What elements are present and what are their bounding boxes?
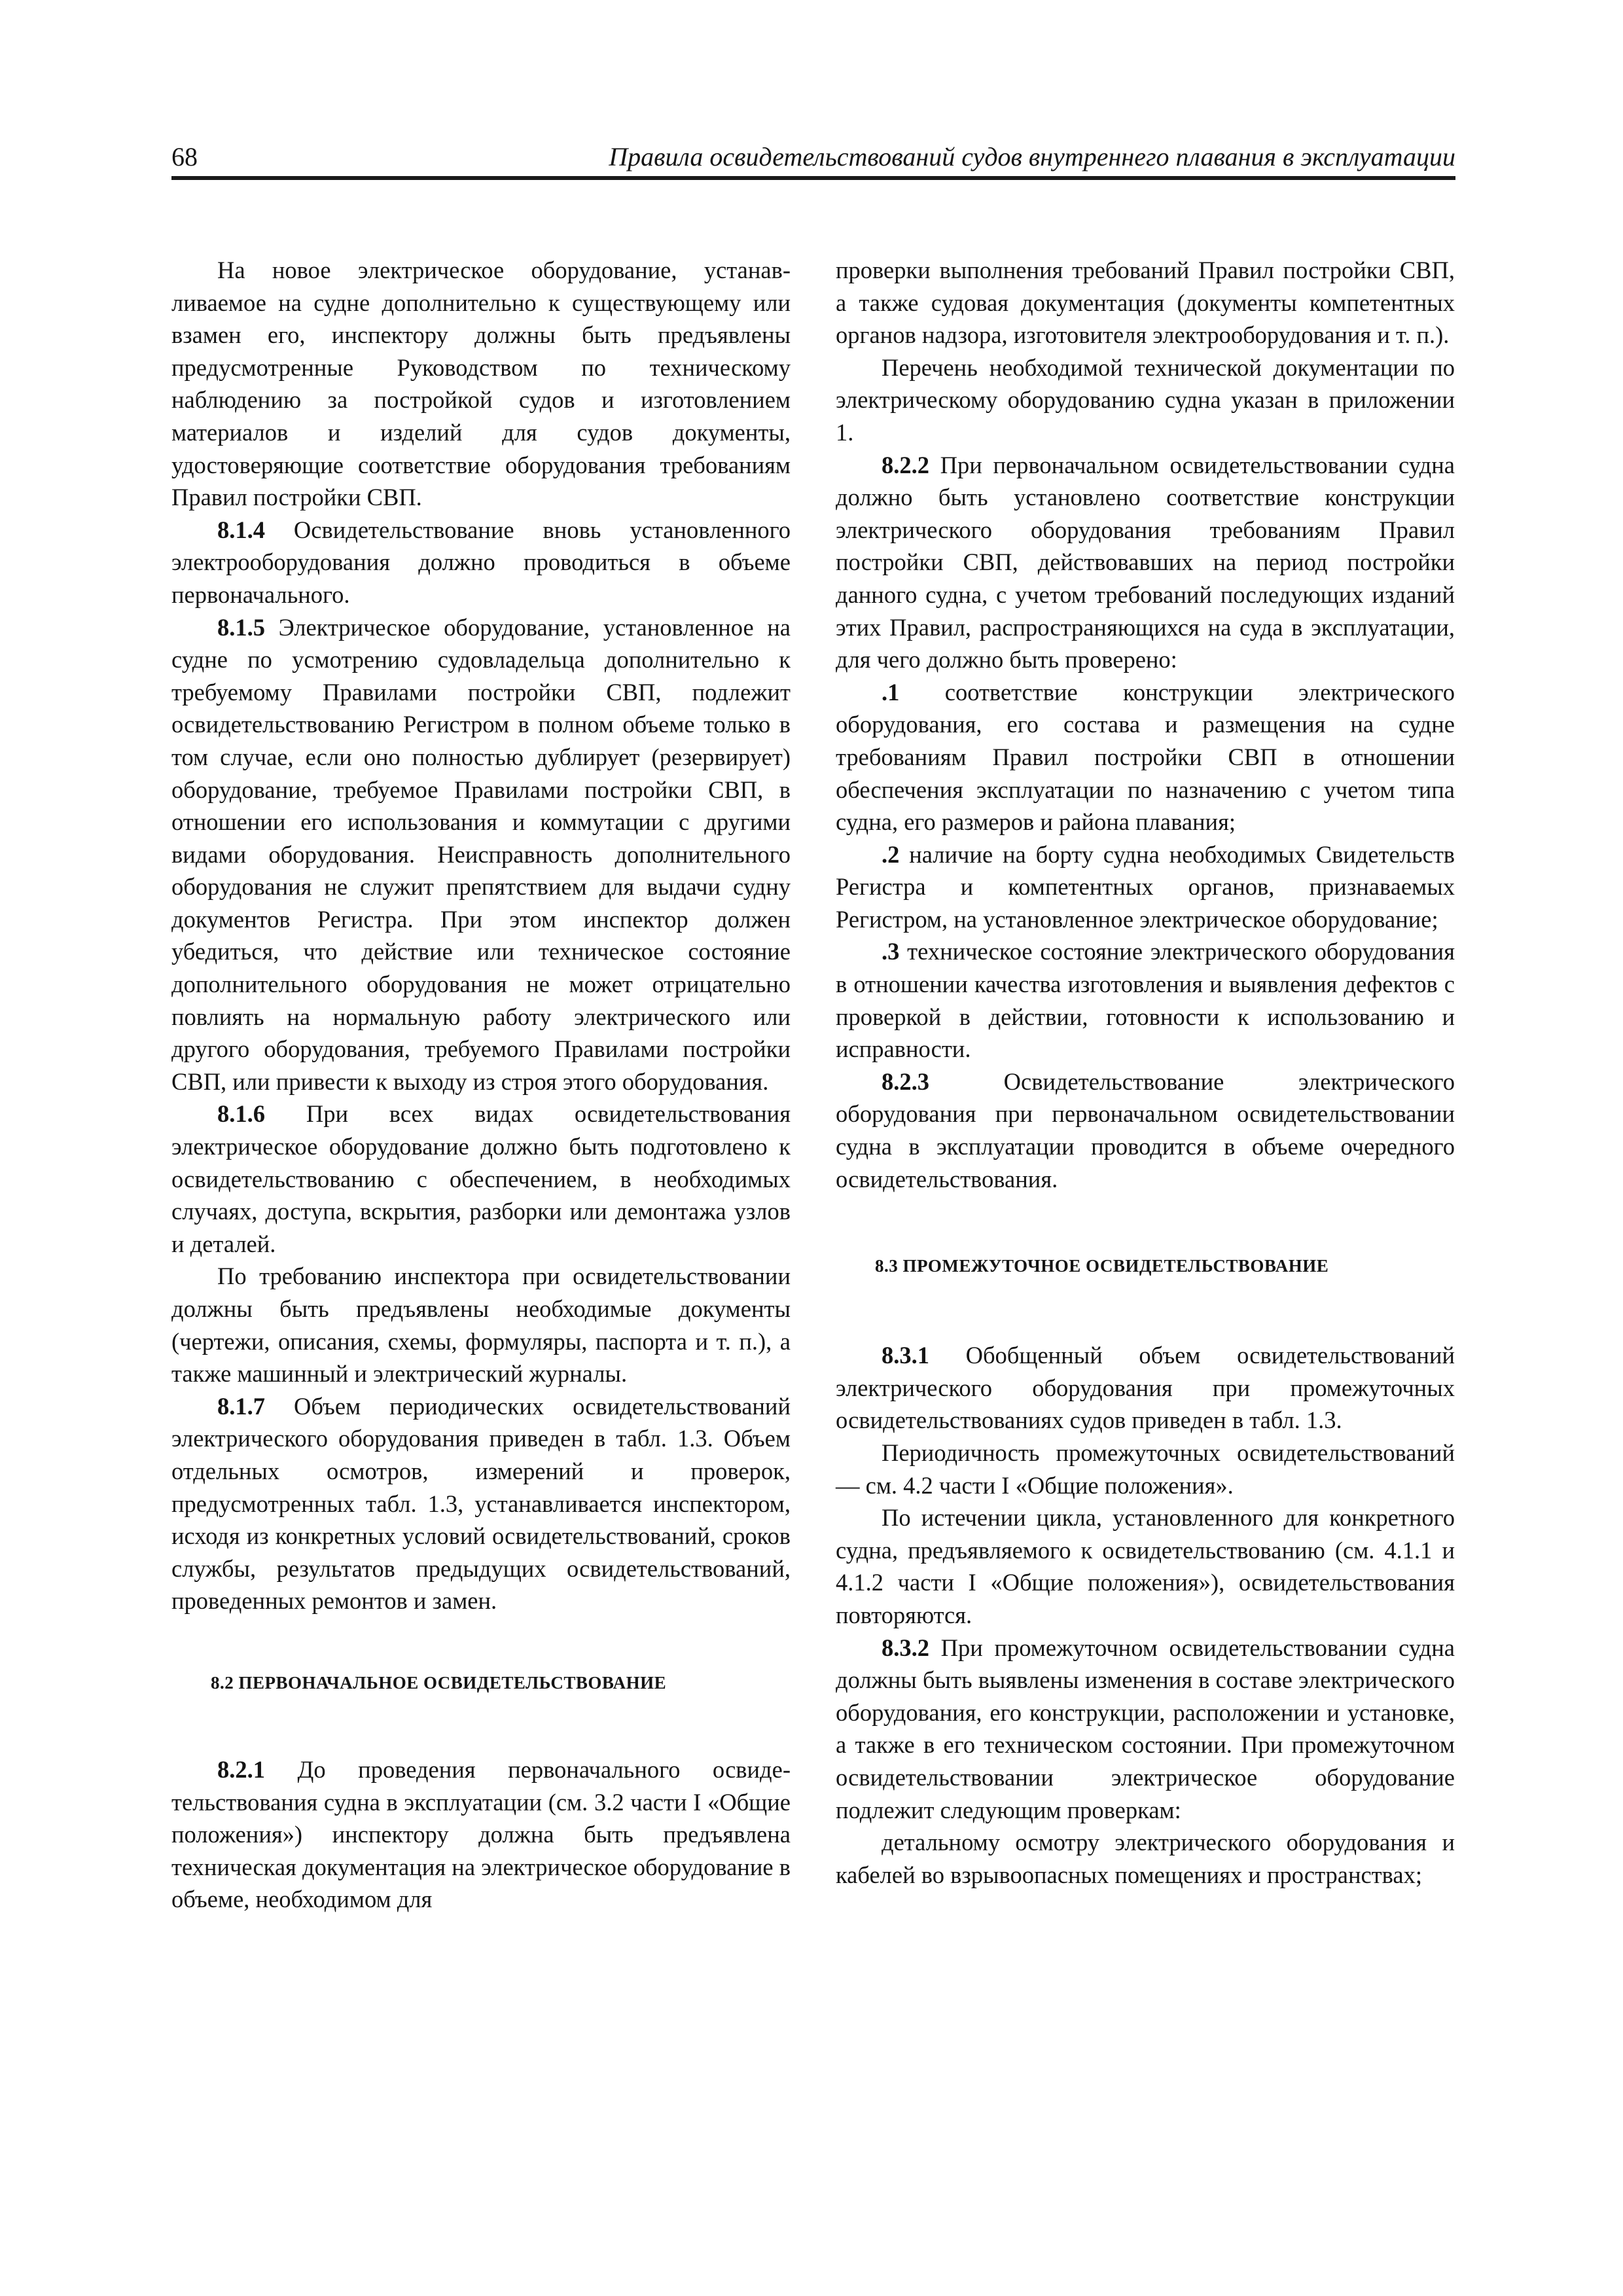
clause-text: Электрическое оборудование, установленное на судне по усмотрению судовладельца дополнительно к требуемому Правилами постройки СВП, подлежит освидетельствованию Регистром в полном объеме только в том случае, если оно полностью дублирует (резервирует) оборудование, требуемое Правилами постройки СВП, в отношении его использования и коммутации с другими видами оборудования. Неисправность дополнительного оборудования не служит препятствием для выдачи судну документов Регистра. При этом инспектор должен убедиться, что действие или техническое состояние дополнительного оборудования не может отрицательно повлиять на нормальную работу электрического или другого оборудования, требуемого Правилами постройки СВП, или привести к выходу из строя этого оборудования. <box>171 613 791 1095</box>
paragraph-new-equipment: На новое электрическое оборудование, устанавливаемое на судне дополнительно к существующему или взамен его, инспектору должны быть предъявлены предусмотренные Руководством по техническому наблюдению за постройкой судов и изготовлением материалов и изделий для судов документы, удостоверяющие соответствие оборудования требованиям Правил постройки СВП. <box>171 257 791 511</box>
clause-text: До проведения первоначального освидетельствования судна в эксплуатации (см. 3.2 части I «Общие положения») инспектору должна быть предъявлена техническая документация на электрическое оборудование в объеме, необходимом для <box>171 1755 791 1913</box>
paragraph-detailed-inspection: детальному осмотру электрического оборудования и кабелей во взрывоопасных помещениях и пространствах; <box>836 1829 1455 1888</box>
item-text: техническое состояние электрического оборудования в отношении качества изготовления и выявления дефектов с проверкой в действии, готовности к использованию и исправности. <box>836 938 1455 1063</box>
item-text: соответствие конструкции электрического оборудования, его состава и размещения на судне требованиям Правил постройки СВП в отношении обеспечения эксплуатации по назначению с учетом типа судна, его размеров и района плавания; <box>836 678 1455 836</box>
clause-number: 8.3.2 <box>882 1634 929 1661</box>
paragraph-8-1-6 <box>171 1098 791 1260</box>
section-heading-8-3: 8.3 ПРОМЕЖУТОЧНОЕ ОСВИДЕТЕЛЬСТВОВАНИЕ <box>875 1256 1329 1276</box>
paragraph-8-2-3 <box>836 1066 1455 1195</box>
list-item-3 <box>836 935 1455 1065</box>
list-item-1 <box>836 676 1455 838</box>
clause-number: 8.1.4 <box>217 516 265 543</box>
item-number: .3 <box>882 938 900 965</box>
paragraph-8-3-1 <box>836 1339 1455 1437</box>
item-text: наличие на борту судна необходимых Свидетельств Регистра и компетентных органов, признаваемых Регистром, на установленное электрическое оборудование; <box>836 840 1455 933</box>
paragraph-8-1-4 <box>171 514 791 611</box>
header-rule <box>171 176 1455 180</box>
paragraph-8-3-2 <box>836 1632 1455 1827</box>
clause-text: При первоначальном освидетельствовании судна должно быть установлено соответствие конструкции электрического оборудования требованиям Правил постройки СВП, действовавших на период постройки данного судна, с учетом требований последующих изданий этих Правил, распространяющихся на суда в эксплуатации, для чего должно быть проверено: <box>836 451 1455 673</box>
right-column <box>836 254 1455 1891</box>
item-number: .2 <box>882 840 900 868</box>
list-item-2 <box>836 838 1455 936</box>
clause-text: Объем периодических освидетельствований электрического оборудования приведен в табл. 1.3. Объем отдельных осмотров, измерений и проверок, предусмотренных табл. 1.3, устанавливается инспектором, исходя из конкретных условий освидетельствований, сроков службы, результатов предыдущих освидетельствований, проведенных ремонтов и замен. <box>171 1392 791 1615</box>
paragraph-8-1-5 <box>171 611 791 1098</box>
running-title: Правила освидетельствований судов внутреннего плавания в эксплуатации <box>609 142 1455 171</box>
clause-number: 8.2.1 <box>217 1755 265 1783</box>
paragraph-8-2-2 <box>836 449 1455 676</box>
paragraph-8-2-1 <box>171 1753 791 1916</box>
clause-number: 8.2.2 <box>882 451 929 478</box>
paragraph-inspector-documents: По требованию инспектора при освидетельствовании должны быть предъявлены необходимые документы (чертежи, описания, схемы, формуляры, паспорта и т. п.), а также машинный и электрический журналы. <box>171 1263 791 1388</box>
section-heading-8-2: 8.2 ПЕРВОНАЧАЛЬНОЕ ОСВИДЕТЕЛЬСТВОВАНИЕ <box>211 1672 667 1693</box>
clause-text: При всех видах освидетельствования электрическое оборудование должно быть подготовлено к освидетельствованию с обеспечением, в необходимых случаях, доступа, вскрытия, разборки или демонтажа узлов и деталей. <box>171 1100 791 1257</box>
clause-text: Освидетельствование электрического оборудования при первоначальном освидетельствовании судна в эксплуатации проводится в объеме очередного освидетельствования. <box>836 1067 1455 1193</box>
paragraph-8-1-7 <box>171 1390 791 1617</box>
clause-number: 8.1.7 <box>217 1392 265 1420</box>
clause-text: Освидетельствование вновь установленного электрооборудования должно проводиться в объеме первоначального. <box>171 516 791 608</box>
paragraph-cycle: По истечении цикла, установленного для конкретного судна, предъявляемого к освидетельствованию (см. 4.1.1 и 4.1.2 части I «Общие положения»), освидетельствования повторяются. <box>836 1504 1455 1628</box>
item-number: .1 <box>882 678 900 706</box>
paragraph-periodicity: Периодичность промежуточных освидетельствований — см. 4.2 части I «Общие положения». <box>836 1439 1455 1499</box>
left-column <box>171 254 791 1916</box>
clause-number: 8.2.3 <box>882 1067 929 1095</box>
clause-text: При промежуточном освидетельствовании судна должны быть выявлены изменения в составе электрического оборудования, его конструкции, расположении и установке, а также в его техническом состоянии. При промежуточном освидетельствовании электрическое оборудование подлежит следующим проверкам: <box>836 1634 1455 1823</box>
clause-text: Обобщенный объем освидетельствований электрического оборудования при промежуточных освидетельствованиях судов приведен в табл. 1.3. <box>836 1342 1455 1434</box>
paragraph-documentation-list: Перечень необходимой технической документации по электрическому оборудованию судна указан в приложении 1. <box>836 353 1455 446</box>
clause-number: 8.1.6 <box>217 1100 265 1128</box>
page-number: 68 <box>171 142 198 171</box>
clause-number: 8.3.1 <box>882 1342 929 1369</box>
clause-number: 8.1.5 <box>217 613 265 641</box>
paragraph-continuation: проверки выполнения требований Правил постройки СВП, а также судовая документация (документы компетентных органов надзора, изготовителя электрооборудования и т. п.). <box>836 257 1455 349</box>
page-header <box>171 141 1455 181</box>
